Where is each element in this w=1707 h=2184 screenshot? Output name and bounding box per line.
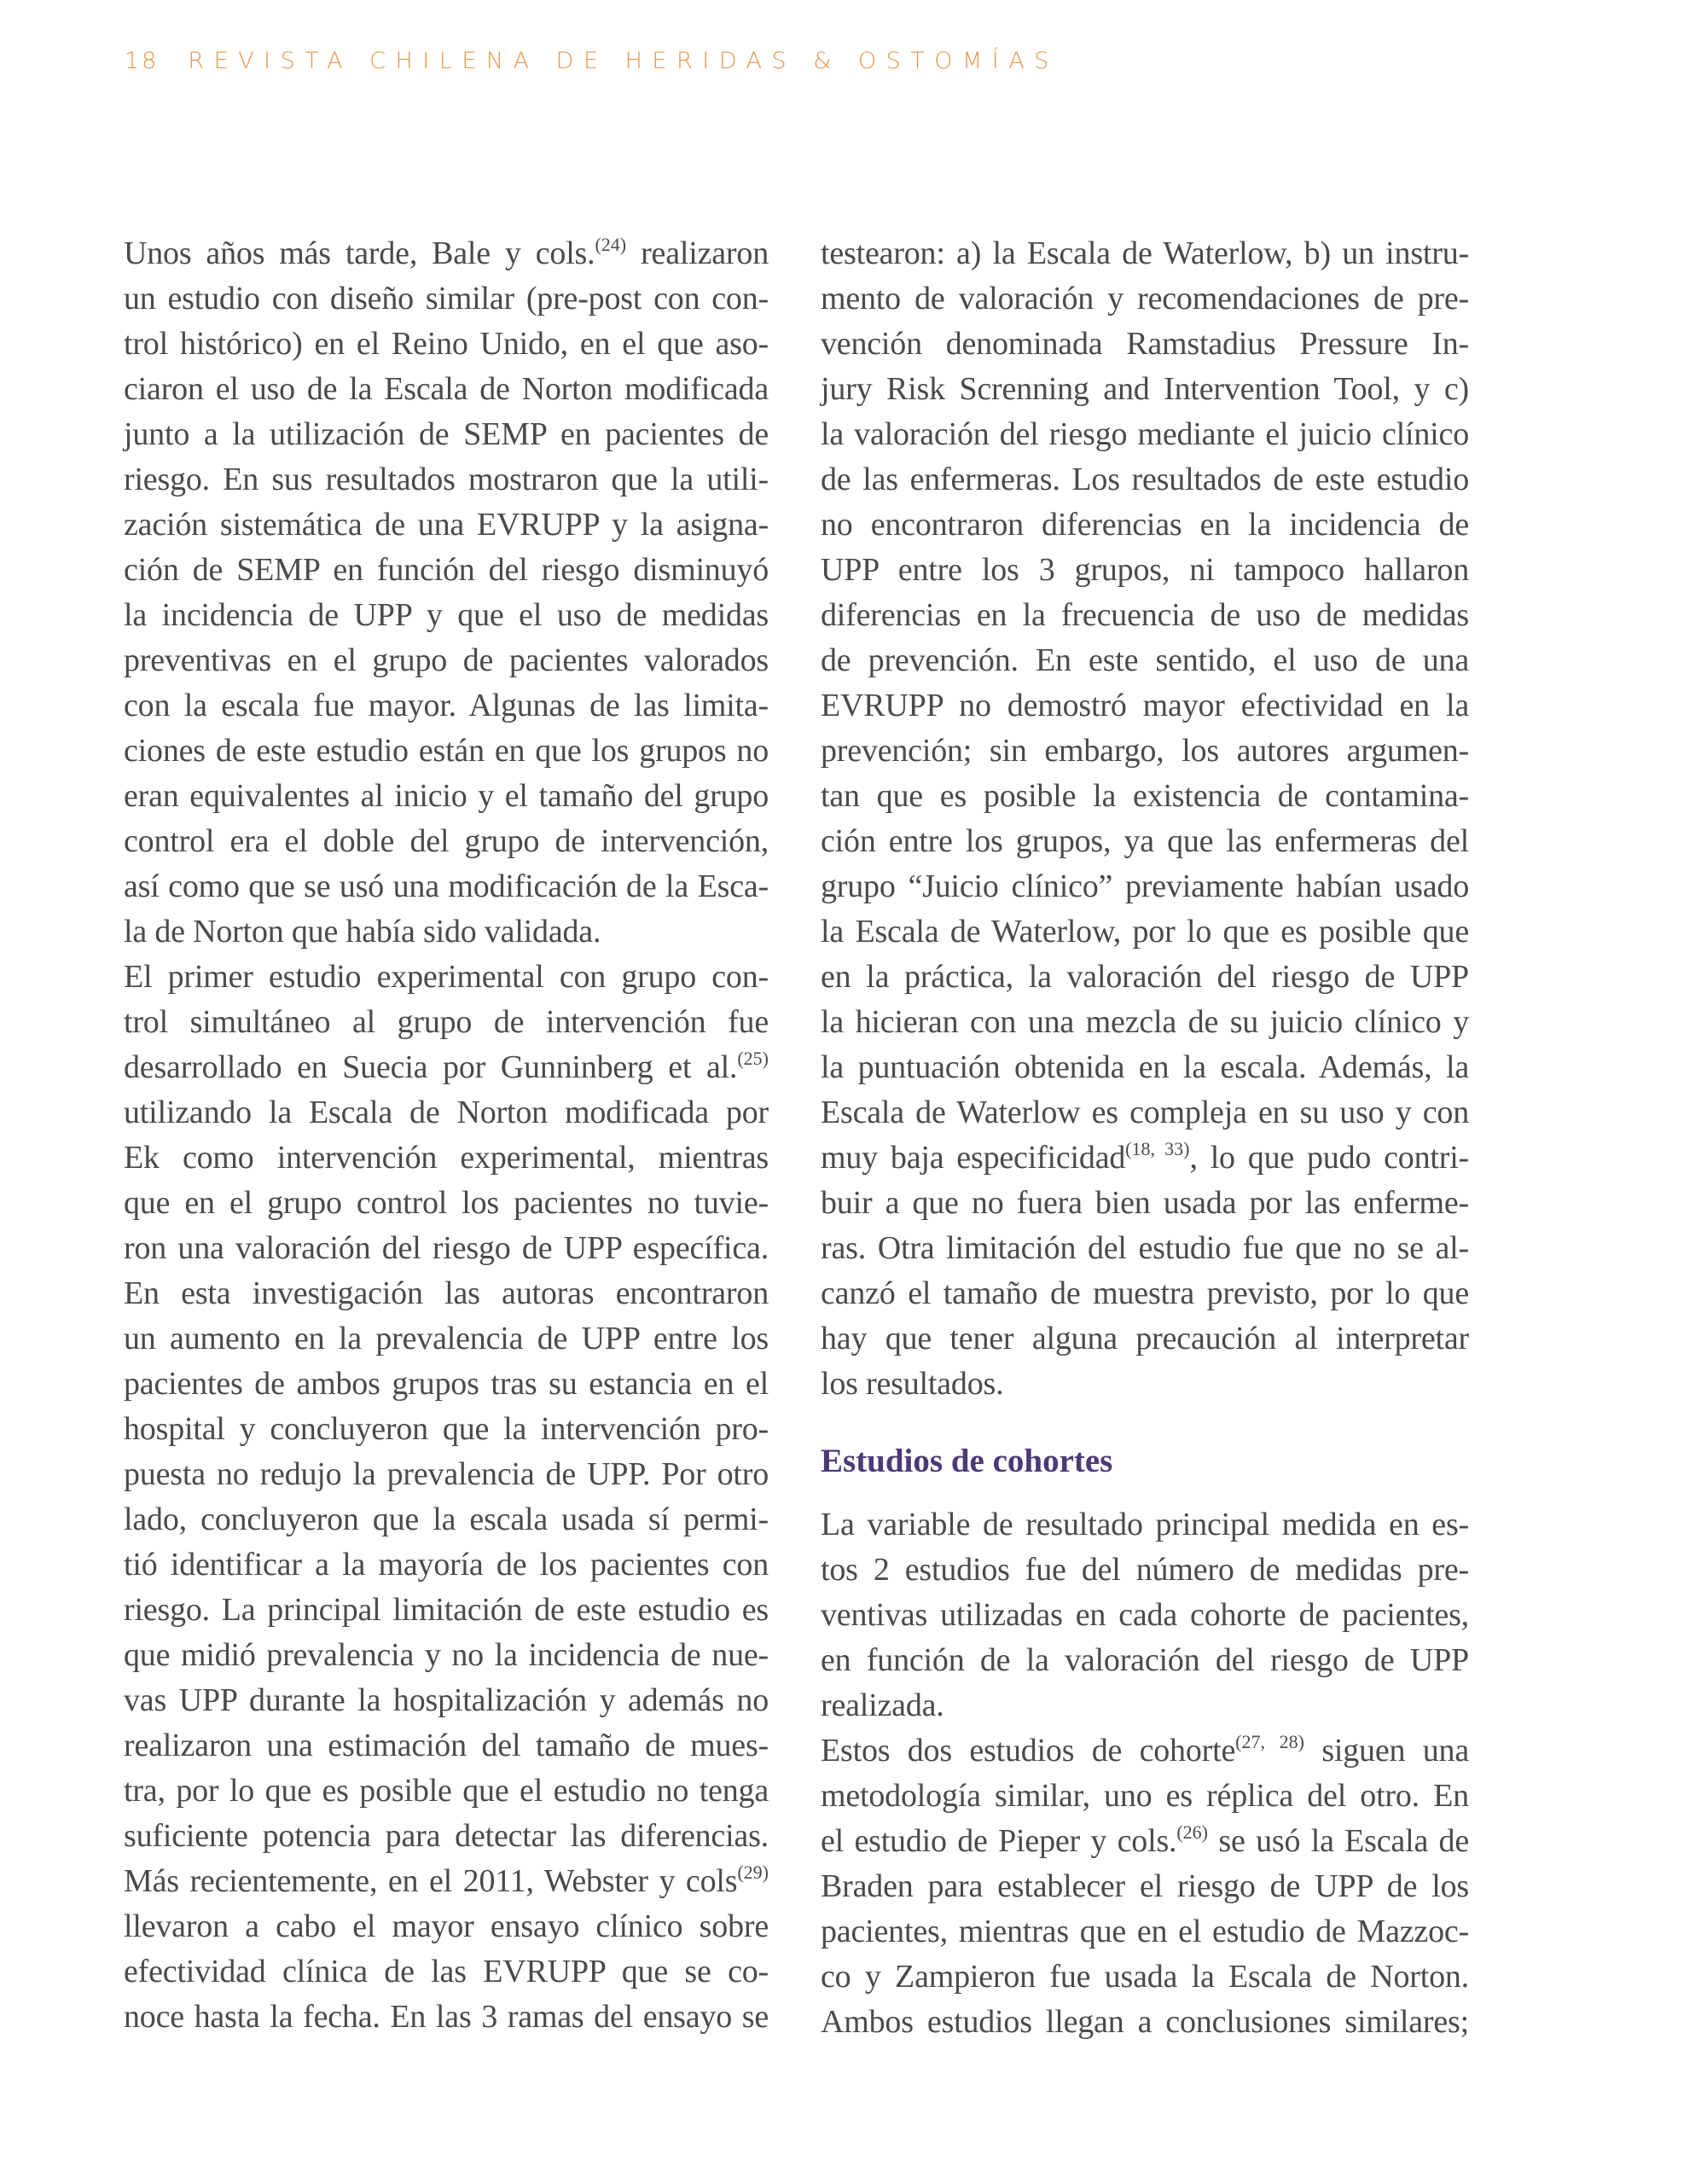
- line-text: un aumento en la prevalencia de UPP entre los: [124, 1321, 769, 1356]
- text-line: [821, 1548, 1469, 1593]
- text-line: [821, 2000, 1469, 2045]
- line-text: la valoración del riesgo mediante el juicio clínico: [821, 416, 1469, 452]
- line-text: canzó el tamaño de muestra previsto, por lo que: [821, 1275, 1469, 1311]
- line-text: realizaron una estimación del tamaño de mues-: [124, 1728, 769, 1763]
- line-text: desarrollado en Suecia por Gunninberg et al.: [124, 1049, 738, 1085]
- line-text: en función de la valoración del riesgo de UPP: [821, 1642, 1469, 1678]
- line-text: la puntuación obtenida en la escala. Además, la: [821, 1049, 1469, 1085]
- line-text: que midió prevalencia y no la incidencia de nue-: [124, 1637, 769, 1673]
- line-text: mento de valoración y recomendaciones de pre-: [821, 281, 1469, 317]
- text-line: [821, 683, 1469, 729]
- text-line: [124, 1045, 769, 1090]
- line-text: lado, concluyeron que la escala usada sí permi-: [124, 1502, 769, 1537]
- text-line: [821, 1181, 1469, 1226]
- line-text: efectividad clínica de las EVRUPP que se co-: [124, 1954, 769, 1989]
- text-line: [124, 864, 769, 909]
- text-line: [124, 1090, 769, 1136]
- line-text: buir a que no fuera bien usada por las enferme-: [821, 1185, 1469, 1221]
- line-text: Unos años más tarde, Bale y cols.: [124, 235, 595, 271]
- line-text: que en el grupo control los pacientes no tuvie-: [124, 1185, 769, 1221]
- text-line: [821, 1000, 1469, 1045]
- text-line: [124, 1542, 769, 1588]
- line-text: muy baja especificidad: [821, 1140, 1126, 1176]
- line-text: ras. Otra limitación del estudio fue que no se al-: [821, 1230, 1469, 1266]
- text-line: [124, 457, 769, 502]
- text-line: [821, 1864, 1469, 1909]
- text-line: [821, 457, 1469, 502]
- line-text: la incidencia de UPP y que el uso de medidas: [124, 597, 769, 633]
- text-line: [124, 502, 769, 548]
- line-text: vas UPP durante la hospitalización y además no: [124, 1682, 769, 1718]
- text-line: [821, 1502, 1469, 1548]
- text-line: [124, 1588, 769, 1633]
- line-text: no encontraron diferencias en la incidencia de: [821, 507, 1469, 543]
- text-line: [821, 276, 1469, 322]
- text-line: [821, 955, 1469, 1000]
- line-text: jury Risk Screnning and Intervention Tool, y c): [821, 371, 1469, 407]
- line-text: pacientes de ambos grupos tras su estancia en el: [124, 1366, 769, 1402]
- running-head: [125, 48, 1059, 74]
- line-text: ciones de este estudio están en que los grupos no: [124, 733, 769, 769]
- line-text: ciaron el uso de la Escala de Norton modificada: [124, 371, 769, 407]
- text-line: [124, 909, 769, 955]
- text-line: [124, 1316, 769, 1362]
- line-text: trol simultáneo al grupo de intervención fue: [124, 1004, 769, 1040]
- line-text: Ambos estudios llegan a conclusiones similares;: [821, 2004, 1469, 2040]
- text-line: [821, 1045, 1469, 1090]
- line-text-after-citation: realizaron: [626, 235, 769, 271]
- text-line: [821, 1090, 1469, 1136]
- text-line: [124, 1226, 769, 1271]
- citation-superscript: (26): [1176, 1821, 1209, 1843]
- text-line: [821, 819, 1469, 864]
- text-line: [124, 683, 769, 729]
- section-heading: Estudios de cohortes: [821, 1443, 1113, 1479]
- line-text: EVRUPP no demostró mayor efectividad en la: [821, 688, 1469, 723]
- text-line: [124, 1949, 769, 1995]
- text-line: [124, 1859, 769, 1904]
- text-line: [821, 1683, 1469, 1728]
- line-text: llevaron a cabo el mayor ensayo clínico sobre: [124, 1908, 769, 1944]
- text-line: [124, 1633, 769, 1678]
- line-text: Braden para establecer el riesgo de UPP de los: [821, 1868, 1469, 1904]
- text-line: [821, 638, 1469, 683]
- line-text: tan que es posible la existencia de contamina-: [821, 778, 1469, 814]
- journal-title: REVISTA CHILENA DE HERIDAS & OSTOMÍAS: [188, 48, 1059, 74]
- text-line: [821, 1362, 1469, 1407]
- citation-superscript: (25): [737, 1048, 769, 1069]
- text-line: [821, 1226, 1469, 1271]
- line-text: así como que se usó una modificación de la Esca-: [124, 868, 769, 904]
- text-line: [821, 1638, 1469, 1683]
- text-line: [821, 1728, 1469, 1774]
- text-line: [821, 593, 1469, 638]
- text-line: [821, 322, 1469, 367]
- text-line: [124, 1452, 769, 1497]
- line-text: tió identificar a la mayoría de los pacientes con: [124, 1547, 769, 1583]
- text-line: [124, 955, 769, 1000]
- citation-superscript: (18, 33): [1125, 1138, 1190, 1159]
- line-text: UPP entre los 3 grupos, ni tampoco hallaron: [821, 552, 1469, 588]
- line-text: El primer estudio experimental con grupo con-: [124, 959, 769, 995]
- text-line: [821, 774, 1469, 819]
- text-line: [124, 1407, 769, 1452]
- text-line: [124, 1181, 769, 1226]
- text-line: [124, 819, 769, 864]
- line-text: Ek como intervención experimental, mientras: [124, 1140, 769, 1176]
- line-text-after-citation: se usó la Escala de: [1208, 1823, 1470, 1859]
- text-line: [124, 1271, 769, 1316]
- text-line: [124, 231, 769, 276]
- text-line: [821, 729, 1469, 774]
- text-line: [124, 729, 769, 774]
- line-text: hay que tener alguna precaución al interpretar: [821, 1321, 1469, 1356]
- line-text: ventivas utilizadas en cada cohorte de pacientes,: [821, 1597, 1469, 1633]
- line-text: puesta no redujo la prevalencia de UPP. Por otro: [124, 1456, 769, 1492]
- line-text: utilizando la Escala de Norton modificada por: [124, 1095, 769, 1130]
- text-line: [821, 1316, 1469, 1362]
- text-line: [124, 593, 769, 638]
- line-text-after-citation: siguen una: [1303, 1733, 1469, 1769]
- line-text: zación sistemática de una EVRUPP y la asigna-: [124, 507, 769, 543]
- text-line: [124, 1995, 769, 2040]
- line-text: La variable de resultado principal medida en es-: [821, 1507, 1469, 1542]
- line-text: prevención; sin embargo, los autores argumen-: [821, 733, 1469, 769]
- line-text: noce hasta la fecha. En las 3 ramas del ensayo se: [124, 1999, 769, 2035]
- line-text: suficiente potencia para detectar las diferencias.: [124, 1818, 769, 1854]
- line-text: ción de SEMP en función del riesgo disminuyó: [124, 552, 769, 588]
- line-text: metodología similar, uno es réplica del otro. En: [821, 1778, 1469, 1814]
- line-text: los resultados.: [821, 1366, 1004, 1402]
- text-line: [124, 1769, 769, 1814]
- line-text: eran equivalentes al inicio y el tamaño del grupo: [124, 778, 769, 814]
- line-text: de las enfermeras. Los resultados de este estudio: [821, 462, 1469, 497]
- text-line: [124, 276, 769, 322]
- text-line: [821, 548, 1469, 593]
- line-text: Más recientemente, en el 2011, Webster y cols: [124, 1863, 738, 1899]
- text-line: [821, 864, 1469, 909]
- text-line: [124, 1904, 769, 1949]
- text-line: [124, 638, 769, 683]
- line-text: un estudio con diseño similar (pre-post con con-: [124, 281, 769, 317]
- text-line: [124, 1678, 769, 1723]
- line-text-after-citation: , lo que pudo contri-: [1189, 1140, 1470, 1176]
- text-line: [124, 367, 769, 412]
- line-text: grupo “Juicio clínico” previamente habían usado: [821, 868, 1469, 904]
- line-text: ron una valoración del riesgo de UPP específica.: [124, 1230, 769, 1266]
- line-text: tra, por lo que es posible que el estudio no tenga: [124, 1773, 769, 1809]
- text-line: [821, 502, 1469, 548]
- text-line: [124, 1497, 769, 1542]
- text-line: [124, 1000, 769, 1045]
- text-line: [124, 1362, 769, 1407]
- line-text: diferencias en la frecuencia de uso de medidas: [821, 597, 1469, 633]
- text-line: [124, 1723, 769, 1769]
- line-text: riesgo. En sus resultados mostraron que la utili-: [124, 462, 769, 497]
- line-text: de prevención. En este sentido, el uso de una: [821, 642, 1469, 678]
- text-line: [821, 1819, 1469, 1864]
- line-text: testearon: a) la Escala de Waterlow, b) un instru-: [821, 235, 1469, 271]
- text-line: [124, 412, 769, 457]
- text-line: [124, 1136, 769, 1181]
- text-line: [821, 909, 1469, 955]
- line-text: preventivas en el grupo de pacientes valorados: [124, 642, 769, 678]
- line-text: ción entre los grupos, ya que las enfermeras del: [821, 823, 1469, 859]
- text-line: [821, 1774, 1469, 1819]
- text-line: [124, 548, 769, 593]
- line-text: la Escala de Waterlow, por lo que es posible que: [821, 914, 1469, 950]
- line-text: la hicieran con una mezcla de su juicio clínico y: [821, 1004, 1469, 1040]
- text-line: [124, 774, 769, 819]
- line-text: riesgo. La principal limitación de este estudio es: [124, 1592, 769, 1628]
- text-line: [821, 367, 1469, 412]
- line-text: realizada.: [821, 1687, 944, 1723]
- text-line: [821, 1955, 1469, 2000]
- text-line: [821, 1909, 1469, 1955]
- line-text: Escala de Waterlow es compleja en su uso y con: [821, 1095, 1469, 1130]
- line-text: control era el doble del grupo de intervención,: [124, 823, 769, 859]
- page-number: 18: [125, 48, 160, 74]
- line-text: co y Zampieron fue usada la Escala de Norton.: [821, 1959, 1469, 1995]
- citation-superscript: (27, 28): [1235, 1731, 1304, 1752]
- line-text: hospital y concluyeron que la intervención pro-: [124, 1411, 769, 1447]
- line-text: junto a la utilización de SEMP en pacientes de: [124, 416, 769, 452]
- line-text: Estos dos estudios de cohorte: [821, 1733, 1236, 1769]
- text-line: [821, 1593, 1469, 1638]
- line-text: vención denominada Ramstadius Pressure In-: [821, 326, 1469, 362]
- line-text: pacientes, mientras que en el estudio de Mazzoc-: [821, 1914, 1469, 1949]
- line-text: tos 2 estudios fue del número de medidas pre-: [821, 1552, 1469, 1588]
- line-text: con la escala fue mayor. Algunas de las limita-: [124, 688, 769, 723]
- text-line: [124, 322, 769, 367]
- text-line: [821, 412, 1469, 457]
- text-line: [821, 1136, 1469, 1181]
- line-text: trol histórico) en el Reino Unido, en el que aso-: [124, 326, 769, 362]
- line-text: el estudio de Pieper y cols.: [821, 1823, 1177, 1859]
- line-text: la de Norton que había sido validada.: [124, 914, 601, 950]
- line-text: en la práctica, la valoración del riesgo de UPP: [821, 959, 1469, 995]
- text-line: [821, 231, 1469, 276]
- text-line: [124, 1814, 769, 1859]
- line-text: En esta investigación las autoras encontraron: [124, 1275, 769, 1311]
- text-line: [821, 1271, 1469, 1316]
- citation-superscript: (29): [737, 1862, 769, 1883]
- citation-superscript: (24): [595, 234, 627, 255]
